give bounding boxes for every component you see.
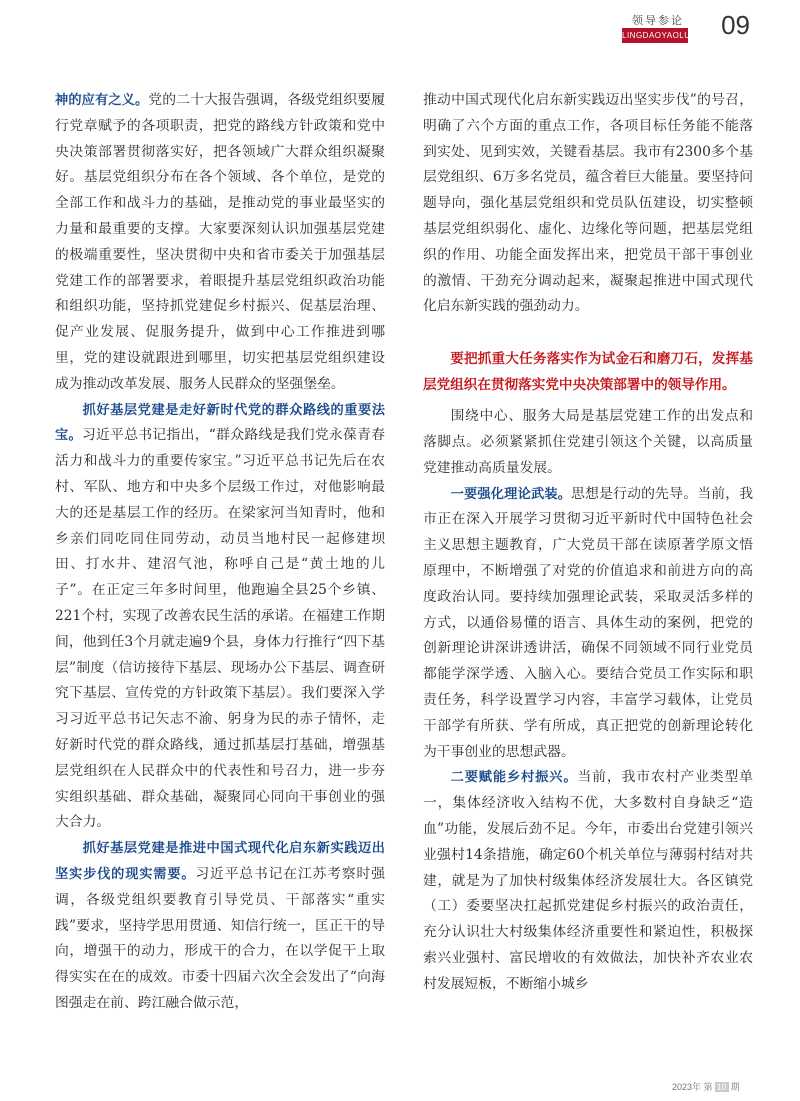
- paragraph-lead: 二要赋能乡村振兴。: [450, 770, 578, 786]
- paragraph: [55, 398, 385, 837]
- page-footer: [672, 1080, 740, 1093]
- paragraph: [55, 836, 385, 1017]
- paragraph: [423, 404, 753, 481]
- paragraph-text: 推动中国式现代化启东新实践迈出坚实步伐”的号召，明确了六个方面的重点工作，各项目标任务能不能落到实处、见到实效，关键看基层。我市有2300多个基层党组织、6万多名党员，蕴含着巨大能量。要坚持问题导向，强化基层党组织和党员队伍建设，切实整顿基层党组织弱化、虚化、边缘化等问题，把基层党组织的作用、功能全面发挥出来，把党员干部干事创业的激情、干劲充分调动起来，凝聚起推进中国式现代化启东新实践的强劲动力。: [423, 92, 753, 315]
- section-heading: 要把抓重大任务落实作为试金石和磨刀石，发挥基层党组织在贯彻落实党中央决策部署中的领导作用。: [423, 351, 753, 394]
- paragraph-lead: 抓好基层党建是走好新时代党的群众路线的重要法宝。: [55, 402, 385, 444]
- magazine-section-title: 领导参论: [632, 14, 684, 27]
- footer-qi: 期: [730, 1082, 740, 1092]
- issue-number-badge: 10: [716, 1082, 727, 1092]
- paragraph-text: 当前，我市农村产业类型单一，集体经济收入结构不优，大多数村自身缺乏“造血”功能，发展后劲不足。今年，市委出台党建引领兴业强村14条措施，确定60个机关单位与薄弱村结对共建，就是为了加快村级集体经济发展壮大。各区镇党（工）委要坚决扛起抓党建促乡村振兴的政治责任，充分认识壮大村级集体经济重要性和紧迫性，积极探索兴业强村、富民增收的有效做法，加快补齐农业农村发展短板，不断缩小城乡: [423, 769, 754, 992]
- paragraph-text: 习近平总书记在江苏考察时强调，各级党组织要教育引导党员、干部落实“重实践”要求，坚持学思用贯通、知信行统一，匡正干的导向，增强干的动力，形成干的合力，在以学促干上取得实实在在的成效。市委十四届六次全会发出了“向海图强走在前、跨江融合做示范，: [55, 865, 386, 1011]
- paragraph: [423, 765, 753, 997]
- page-header: [550, 8, 750, 48]
- paragraph-text: 围绕中心、服务大局是基层党建工作的出发点和落脚点。必须紧紧抓住党建引领这个关键，以高质量党建推动高质量发展。: [423, 408, 753, 476]
- left-column: [55, 88, 385, 1017]
- paragraph-text: 思想是行动的先导。当前，我市正在深入开展学习贯彻习近平新时代中国特色社会主义思想主题教育，广大党员干部在读原著学原文悟原理中，不断增强了对党的价值追求和前进方向的高度政治认同。要持续加强理论武装，采取灵活多样的方式，以通俗易懂的语言、具体生动的案例，把党的创新理论讲深讲透讲活，确保不同领域不同行业党员都能学深学透、入脑入心。要结合党员工作实际和职责任务，科学设置学习内容，丰富学习载体，让党员干部学有所获、学有所成，真正把党的创新理论转化为干事创业的思想武器。: [423, 485, 754, 760]
- paragraph: [423, 88, 753, 320]
- magazine-section-badge: LINGDAOYAOLUN: [622, 28, 688, 43]
- footer-year: 2023年: [672, 1082, 702, 1092]
- paragraph: [423, 482, 753, 766]
- paragraph-lead: 神的应有之义。: [55, 93, 149, 108]
- paragraph-lead: 抓好基层党建是推进中国式现代化启东新实践迈出坚实步伐的现实需要。: [55, 841, 385, 882]
- paragraph-text: 习近平总书记指出，“群众路线是我们党永葆青春活力和战斗力的重要传家宝。”习近平总书记先后在农村、军队、地方和中央多个层级工作过，对他影响最大的还是基层工作的经历。在梁家河当知青时，他和乡亲们同吃同住同劳动，动员当地村民一起修建坝田、打水井、建沼气池，称呼自己是“黄土地的儿子”。在正定三年多时间里，他跑遍全县25个乡镇、221个村，实现了改善农民生活的承诺。在福建工作期间，他到任3个月就走遍9个县，身体力行推行“四下基层”制度（信访接待下基层、现场办公下基层、调查研究下基层、宣传党的方针政策下基层）。我们要深入学习习近平总书记矢志不渝、躬身为民的赤子情怀，走好新时代党的群众路线，通过抓基层打基础，增强基层党组织在人民群众中的代表性和号召力，进一步夯实组织基础、群众基础，凝聚同心同向干事创业的强大合力。: [55, 427, 385, 831]
- footer-di: 第: [703, 1082, 713, 1092]
- right-column: [423, 88, 753, 998]
- paragraph: [55, 88, 385, 398]
- paragraph-lead: 一要强化理论武装。: [450, 486, 572, 502]
- paragraph-text: 党的二十大报告强调，各级党组织要履行党章赋予的各项职责，把党的路线方针政策和党中央决策部署贯彻落实好，把各领域广大群众组织凝聚好。基层党组织分布在各个领域、各个单位，是党的全部工作和战斗力的基础，是推动党的事业最坚实的力量和最重要的支撑。大家要深刻认识加强基层党建的极端重要性，坚决贯彻中央和省市委关于加强基层党建工作的部署要求，着眼提升基层党组织政治功能和组织功能，坚持抓党建促乡村振兴、促基层治理、促产业发展、促服务提升，做到中心工作推进到哪里，党的建设就跟进到哪里，切实把基层党组织建设成为推动改革发展、服务人民群众的坚强堡垒。: [55, 92, 386, 392]
- page-number: 09: [721, 10, 750, 40]
